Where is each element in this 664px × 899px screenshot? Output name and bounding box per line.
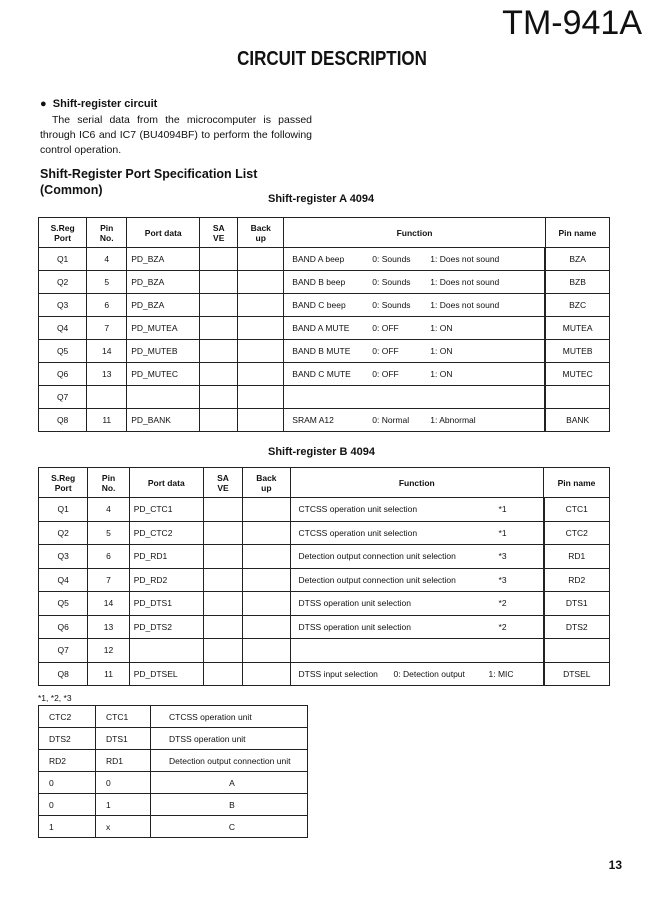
notes-cell: DTSS operation unit bbox=[151, 728, 308, 750]
function-cell bbox=[284, 409, 546, 432]
table-row bbox=[39, 294, 610, 317]
save-cell bbox=[200, 317, 238, 340]
function-value-1: 1: ON bbox=[430, 346, 453, 356]
pin-name: CTC1 bbox=[544, 498, 610, 522]
backup-cell bbox=[243, 521, 290, 545]
function-desc: BAND A beep bbox=[292, 254, 345, 264]
function-cell bbox=[290, 545, 544, 569]
function-cell bbox=[284, 248, 546, 271]
col-pin-no: Pin No. bbox=[87, 218, 127, 248]
function-value-1: 1: Does not sound bbox=[430, 254, 500, 264]
col-pin-no: Pin No. bbox=[88, 468, 129, 498]
notes-cell: RD1 bbox=[96, 750, 151, 772]
shift-register-b-table bbox=[38, 467, 610, 686]
pin-no: 11 bbox=[87, 409, 127, 432]
col-save: SA VE bbox=[203, 468, 242, 498]
backup-cell bbox=[238, 386, 284, 409]
function-value-1: *2 bbox=[498, 621, 507, 632]
function-cell bbox=[290, 662, 544, 686]
backup-cell bbox=[238, 409, 284, 432]
function-value-0: 0: OFF bbox=[372, 369, 399, 379]
section-heading: ● Shift-register circuit bbox=[40, 98, 158, 110]
save-cell bbox=[200, 363, 238, 386]
backup-cell bbox=[243, 639, 290, 663]
pin-name: MUTEA bbox=[545, 317, 609, 340]
backup-cell bbox=[238, 317, 284, 340]
col-pin-name: Pin name bbox=[545, 218, 609, 248]
col-function: Function bbox=[284, 218, 546, 248]
pin-no: 14 bbox=[88, 592, 129, 616]
notes-row bbox=[39, 706, 308, 728]
function-value-1: 1: Does not sound bbox=[430, 300, 500, 310]
notes-cell: 0 bbox=[96, 772, 151, 794]
port-data: PD_CTC2 bbox=[129, 521, 203, 545]
function-value-0: 0: Sounds bbox=[372, 254, 411, 264]
function-desc: CTCSS operation unit selection bbox=[298, 527, 418, 538]
col-port-data: Port data bbox=[127, 218, 200, 248]
pin-no: 6 bbox=[88, 545, 129, 569]
port-data: PD_RD1 bbox=[129, 545, 203, 569]
section-body: The serial data from the microcomputer is passed through IC6 and IC7 (BU4094BF) to perform the following control operation. bbox=[40, 114, 312, 156]
pin-name: MUTEC bbox=[545, 363, 609, 386]
port-data: PD_BZA bbox=[127, 271, 200, 294]
port-data: PD_DTS2 bbox=[129, 615, 203, 639]
pin-no: 4 bbox=[87, 248, 127, 271]
function-value-0: 0: OFF bbox=[372, 323, 399, 333]
function-value-1: 1: Does not sound bbox=[430, 277, 500, 287]
table-row bbox=[39, 615, 610, 639]
function-desc: BAND A MUTE bbox=[292, 323, 350, 333]
table-row bbox=[39, 363, 610, 386]
port-data bbox=[129, 639, 203, 663]
port-data: PD_DTSEL bbox=[129, 662, 203, 686]
page-number: 13 bbox=[608, 858, 622, 872]
function-desc: DTSS operation unit selection bbox=[298, 621, 411, 632]
save-cell bbox=[203, 521, 242, 545]
notes-label: *1, *2, *3 bbox=[38, 693, 72, 703]
sreg-port: Q1 bbox=[39, 498, 88, 522]
port-data: PD_BZA bbox=[127, 294, 200, 317]
save-cell bbox=[203, 639, 242, 663]
notes-cell: CTCSS operation unit bbox=[151, 706, 308, 728]
col-backup: Back up bbox=[243, 468, 290, 498]
notes-row bbox=[39, 750, 308, 772]
pin-name: BZC bbox=[545, 294, 609, 317]
pin-no: 13 bbox=[87, 363, 127, 386]
backup-cell bbox=[238, 363, 284, 386]
function-value-1: 1: ON bbox=[430, 369, 453, 379]
table-row bbox=[39, 340, 610, 363]
pin-no: 5 bbox=[87, 271, 127, 294]
port-data: PD_MUTEA bbox=[127, 317, 200, 340]
pin-no: 12 bbox=[88, 639, 129, 663]
function-value-1: *2 bbox=[498, 598, 507, 609]
header-row bbox=[39, 218, 610, 248]
save-cell bbox=[203, 568, 242, 592]
notes-cell: DTS1 bbox=[96, 728, 151, 750]
save-cell bbox=[203, 662, 242, 686]
table-row bbox=[39, 317, 610, 340]
sreg-port: Q3 bbox=[39, 294, 87, 317]
function-value-1: *1 bbox=[498, 504, 507, 515]
sreg-port: Q5 bbox=[39, 592, 88, 616]
function-value-0: 0: OFF bbox=[372, 346, 399, 356]
notes-cell: A bbox=[151, 772, 308, 794]
sreg-port: Q7 bbox=[39, 639, 88, 663]
save-cell bbox=[200, 409, 238, 432]
backup-cell bbox=[238, 248, 284, 271]
function-desc: Detection output connection unit selection bbox=[298, 551, 456, 562]
sreg-port: Q7 bbox=[39, 386, 87, 409]
model-number: TM-941A bbox=[502, 4, 642, 42]
spec-title: Shift-Register Port Specification List (Common) bbox=[40, 167, 258, 197]
table-b-caption: Shift-register B 4094 bbox=[268, 446, 375, 458]
table-a-caption: Shift-register A 4094 bbox=[268, 193, 375, 205]
table-row bbox=[39, 498, 610, 522]
function-value-1: 1: ON bbox=[430, 323, 453, 333]
pin-no: 7 bbox=[87, 317, 127, 340]
notes-row bbox=[39, 794, 308, 816]
function-desc: BAND B MUTE bbox=[292, 346, 351, 356]
function-cell bbox=[290, 498, 544, 522]
save-cell bbox=[203, 615, 242, 639]
sreg-port: Q1 bbox=[39, 248, 87, 271]
notes-cell: 0 bbox=[39, 772, 96, 794]
header-row bbox=[39, 468, 610, 498]
sreg-port: Q6 bbox=[39, 363, 87, 386]
col-function: Function bbox=[290, 468, 544, 498]
function-desc: DTSS input selection bbox=[298, 668, 378, 679]
function-value-0: 0: Sounds bbox=[372, 277, 411, 287]
port-data: PD_DTS1 bbox=[129, 592, 203, 616]
table-row bbox=[39, 592, 610, 616]
notes-cell: RD2 bbox=[39, 750, 96, 772]
function-value-1: 1: Abnormal bbox=[430, 415, 476, 425]
port-data: PD_RD2 bbox=[129, 568, 203, 592]
save-cell bbox=[200, 271, 238, 294]
function-desc: BAND B beep bbox=[292, 277, 346, 287]
notes-cell: DTS2 bbox=[39, 728, 96, 750]
function-value-1: *3 bbox=[498, 574, 507, 585]
notes-cell: CTC2 bbox=[39, 706, 96, 728]
table-row bbox=[39, 521, 610, 545]
save-cell bbox=[200, 386, 238, 409]
save-cell bbox=[203, 498, 242, 522]
sreg-port: Q6 bbox=[39, 615, 88, 639]
notes-row bbox=[39, 728, 308, 750]
pin-name: MUTEB bbox=[545, 340, 609, 363]
save-cell bbox=[200, 294, 238, 317]
notes-table bbox=[38, 705, 308, 838]
port-data: PD_BANK bbox=[127, 409, 200, 432]
save-cell bbox=[203, 592, 242, 616]
function-cell bbox=[284, 386, 546, 409]
pin-no: 7 bbox=[88, 568, 129, 592]
backup-cell bbox=[238, 340, 284, 363]
backup-cell bbox=[243, 545, 290, 569]
port-data: PD_MUTEB bbox=[127, 340, 200, 363]
function-value-1: *3 bbox=[498, 551, 507, 562]
port-data: PD_CTC1 bbox=[129, 498, 203, 522]
sreg-port: Q2 bbox=[39, 521, 88, 545]
notes-row bbox=[39, 816, 308, 838]
col-pin-name: Pin name bbox=[544, 468, 610, 498]
notes-row bbox=[39, 772, 308, 794]
function-cell bbox=[284, 317, 546, 340]
save-cell bbox=[200, 340, 238, 363]
function-value-0: 0: Normal bbox=[372, 415, 410, 425]
backup-cell bbox=[243, 498, 290, 522]
function-cell bbox=[284, 340, 546, 363]
function-cell bbox=[290, 639, 544, 663]
pin-no bbox=[87, 386, 127, 409]
table-row bbox=[39, 639, 610, 663]
function-value-0: 0: Detection output bbox=[393, 668, 465, 679]
port-data bbox=[127, 386, 200, 409]
notes-cell: CTC1 bbox=[96, 706, 151, 728]
pin-no: 4 bbox=[88, 498, 129, 522]
sreg-port: Q2 bbox=[39, 271, 87, 294]
function-cell bbox=[290, 592, 544, 616]
backup-cell bbox=[243, 662, 290, 686]
function-desc: Detection output connection unit selection bbox=[298, 574, 456, 585]
port-data: PD_BZA bbox=[127, 248, 200, 271]
page-title: CIRCUIT DESCRIPTION bbox=[237, 48, 427, 70]
function-value-0: 0: Sounds bbox=[372, 300, 411, 310]
notes-cell: B bbox=[151, 794, 308, 816]
pin-no: 14 bbox=[87, 340, 127, 363]
pin-name: DTSEL bbox=[544, 662, 610, 686]
table-row bbox=[39, 248, 610, 271]
function-desc: SRAM A12 bbox=[292, 415, 334, 425]
backup-cell bbox=[238, 294, 284, 317]
col-save: SA VE bbox=[200, 218, 238, 248]
function-cell bbox=[290, 521, 544, 545]
notes-cell: 1 bbox=[96, 794, 151, 816]
function-value-1: 1: MIC bbox=[488, 668, 514, 679]
sreg-port: Q3 bbox=[39, 545, 88, 569]
backup-cell bbox=[243, 615, 290, 639]
pin-name bbox=[544, 639, 610, 663]
pin-name: BZA bbox=[545, 248, 609, 271]
save-cell bbox=[200, 248, 238, 271]
pin-name bbox=[545, 386, 609, 409]
sreg-port: Q8 bbox=[39, 662, 88, 686]
notes-cell: x bbox=[96, 816, 151, 838]
table-row bbox=[39, 409, 610, 432]
function-desc: BAND C MUTE bbox=[292, 369, 351, 379]
pin-name: RD1 bbox=[544, 545, 610, 569]
function-desc: CTCSS operation unit selection bbox=[298, 504, 418, 515]
pin-name: BZB bbox=[545, 271, 609, 294]
function-desc: BAND C beep bbox=[292, 300, 346, 310]
backup-cell bbox=[243, 568, 290, 592]
pin-no: 13 bbox=[88, 615, 129, 639]
col-backup: Back up bbox=[238, 218, 284, 248]
notes-cell: C bbox=[151, 816, 308, 838]
save-cell bbox=[203, 545, 242, 569]
table-row bbox=[39, 545, 610, 569]
pin-name: DTS2 bbox=[544, 615, 610, 639]
function-cell bbox=[284, 363, 546, 386]
function-cell bbox=[290, 615, 544, 639]
pin-name: RD2 bbox=[544, 568, 610, 592]
function-desc: DTSS operation unit selection bbox=[298, 598, 411, 609]
notes-cell: 1 bbox=[39, 816, 96, 838]
pin-name: BANK bbox=[545, 409, 609, 432]
col-sreg-port: S.Reg Port bbox=[39, 218, 87, 248]
pin-name: CTC2 bbox=[544, 521, 610, 545]
pin-no: 5 bbox=[88, 521, 129, 545]
notes-cell: Detection output connection unit bbox=[151, 750, 308, 772]
sreg-port: Q4 bbox=[39, 568, 88, 592]
table-row bbox=[39, 271, 610, 294]
function-cell bbox=[284, 271, 546, 294]
function-value-1: *1 bbox=[498, 527, 507, 538]
function-cell bbox=[290, 568, 544, 592]
col-sreg-port: S.Reg Port bbox=[39, 468, 88, 498]
table-row bbox=[39, 568, 610, 592]
col-port-data: Port data bbox=[129, 468, 203, 498]
sreg-port: Q4 bbox=[39, 317, 87, 340]
sreg-port: Q5 bbox=[39, 340, 87, 363]
table-row bbox=[39, 386, 610, 409]
notes-cell: 0 bbox=[39, 794, 96, 816]
pin-name: DTS1 bbox=[544, 592, 610, 616]
backup-cell bbox=[243, 592, 290, 616]
function-cell bbox=[284, 294, 546, 317]
sreg-port: Q8 bbox=[39, 409, 87, 432]
backup-cell bbox=[238, 271, 284, 294]
pin-no: 6 bbox=[87, 294, 127, 317]
table-row bbox=[39, 662, 610, 686]
pin-no: 11 bbox=[88, 662, 129, 686]
port-data: PD_MUTEC bbox=[127, 363, 200, 386]
shift-register-a-table bbox=[38, 217, 610, 432]
